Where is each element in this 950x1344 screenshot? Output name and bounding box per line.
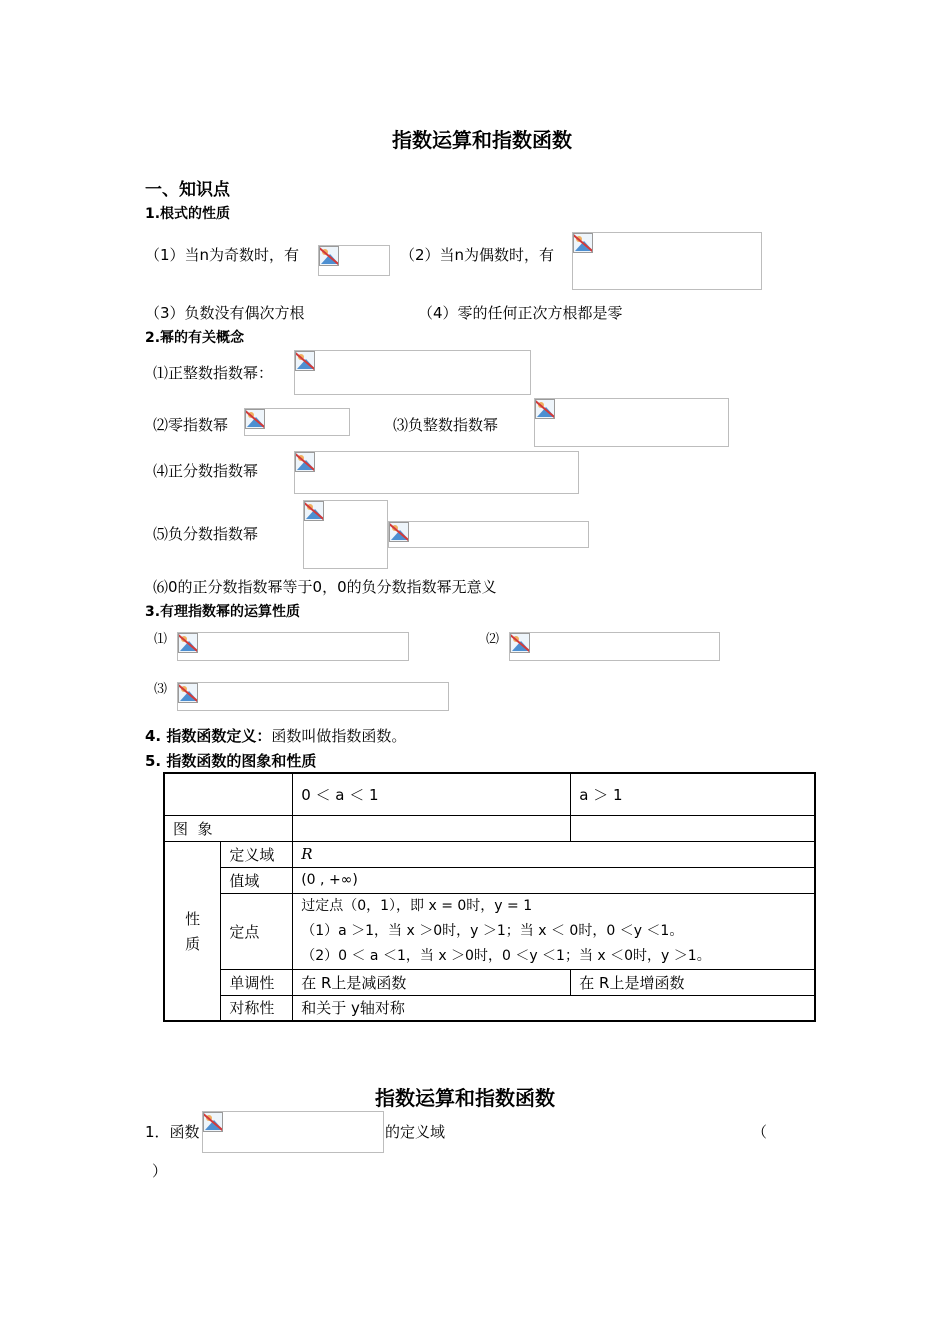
table-row-monotonicity (164, 969, 815, 995)
radical-rule-odd: （1）当n为奇数时，有 (145, 246, 300, 264)
formula-image-negative-fraction-b (388, 521, 589, 548)
fixed-point-content (293, 893, 815, 969)
fixed-point-line-2: （1）a ＞1，当 x ＞0时，y ＞1；当 x ＜ 0时，0 ＜y ＜1。 (301, 922, 684, 939)
broken-image-icon (304, 501, 324, 521)
power-negative-integer: ⑶负整数指数幂 (393, 416, 499, 434)
table-corner-cell (164, 773, 293, 815)
properties-label-char-2: 质 (185, 934, 201, 953)
rule-1-marker: ⑴ (154, 632, 168, 647)
answer-paren-open: （ (752, 1123, 768, 1141)
broken-image-icon (245, 409, 265, 429)
monotonicity-decreasing: 在 R上是减函数 (293, 969, 571, 995)
fixed-point-label: 定点 (221, 893, 293, 969)
broken-image-icon (510, 633, 530, 653)
broken-image-icon (295, 452, 315, 472)
broken-image-icon (573, 233, 593, 253)
question-1-suffix: 的定义域 (385, 1123, 446, 1141)
monotonicity-increasing: 在 R上是增函数 (571, 969, 815, 995)
broken-image-icon (295, 351, 315, 371)
graph-label: 图 象 (164, 815, 293, 841)
properties-label-char-1: 性 (185, 909, 201, 928)
header-base-between-0-1: 0 ＜ a ＜ 1 (293, 773, 571, 815)
broken-image-icon (178, 683, 198, 703)
question-1-prefix: 1．函数 (145, 1123, 200, 1141)
formula-image-rule-2 (509, 632, 720, 661)
fixed-point-line-3: （2）0 ＜ a ＜1，当 x ＞0时，0 ＜y ＜1；当 x ＜0时，y ＞1。 (301, 947, 711, 964)
table-row-fixed-point (164, 893, 815, 969)
fixed-point-line-1: 过定点（0，1），即 x = 0时，y = 1 (301, 897, 533, 914)
rule-3-marker: ⑶ (154, 682, 168, 697)
broken-image-icon (535, 399, 555, 419)
formula-image-even-root (572, 232, 762, 290)
page-title: 指数运算和指数函数 (392, 128, 572, 152)
radical-rule-even: （2）当n为偶数时，有 (400, 246, 555, 264)
subsection-heading-radicals: 1.根式的性质 (145, 206, 231, 222)
broken-image-icon (178, 633, 198, 653)
definition-text: 函数叫做指数函数。 (271, 727, 407, 745)
subsection-heading-graph-properties: 5. 指数函数的图象和性质 (145, 752, 317, 770)
definition-heading: 4. 指数函数定义： (145, 727, 272, 745)
domain-label: 定义域 (221, 841, 293, 867)
table-row-symmetry (164, 995, 815, 1021)
answer-paren-close: ） (152, 1162, 168, 1180)
radical-rule-zero: （4）零的任何正次方根都是零 (418, 304, 623, 322)
power-negative-fraction: ⑸负分数指数幂 (153, 525, 259, 543)
table-header-row (164, 773, 815, 815)
properties-table (163, 772, 816, 1022)
symmetry-value: 和关于 y轴对称 (293, 995, 815, 1021)
monotonicity-label: 单调性 (221, 969, 293, 995)
power-positive-fraction: ⑷正分数指数幂 (153, 462, 259, 480)
power-zero-exponent: ⑵零指数幂 (153, 416, 229, 434)
header-base-greater-1: a ＞ 1 (571, 773, 815, 815)
broken-image-icon (389, 522, 409, 542)
definition-line (145, 725, 406, 746)
formula-image-rule-3 (177, 682, 449, 711)
subsection-heading-powers: 2.幂的有关概念 (145, 330, 245, 346)
table-row-range (164, 867, 815, 893)
formula-image-rule-1 (177, 632, 409, 661)
formula-image-question-1 (202, 1111, 384, 1153)
section-heading-knowledge: 一、知识点 (145, 180, 230, 200)
broken-image-icon (319, 246, 339, 266)
formula-image-positive-integer (294, 350, 531, 395)
power-positive-integer: ⑴正整数指数幂： (153, 364, 274, 382)
range-value: (0 , +∞) (293, 867, 815, 893)
range-label: 值域 (221, 867, 293, 893)
subsection-heading-rational-exponent-rules: 3.有理指数幂的运算性质 (145, 604, 301, 620)
broken-image-icon (203, 1112, 223, 1132)
graph-cell-left (293, 815, 571, 841)
rule-2-marker: ⑵ (486, 632, 500, 647)
formula-image-negative-integer (534, 398, 729, 447)
domain-value: R (293, 841, 815, 867)
properties-group-label (164, 841, 221, 1021)
radical-rule-negative: （3）负数没有偶次方根 (145, 304, 305, 322)
exercise-title: 指数运算和指数函数 (375, 1086, 555, 1110)
table-row-domain (164, 841, 815, 867)
formula-image-positive-fraction (294, 451, 579, 494)
table-row-graph (164, 815, 815, 841)
symmetry-label: 对称性 (221, 995, 293, 1021)
graph-cell-right (571, 815, 815, 841)
power-zero-fraction-note: ⑹0的正分数指数幂等于0，0的负分数指数幂无意义 (153, 578, 497, 596)
